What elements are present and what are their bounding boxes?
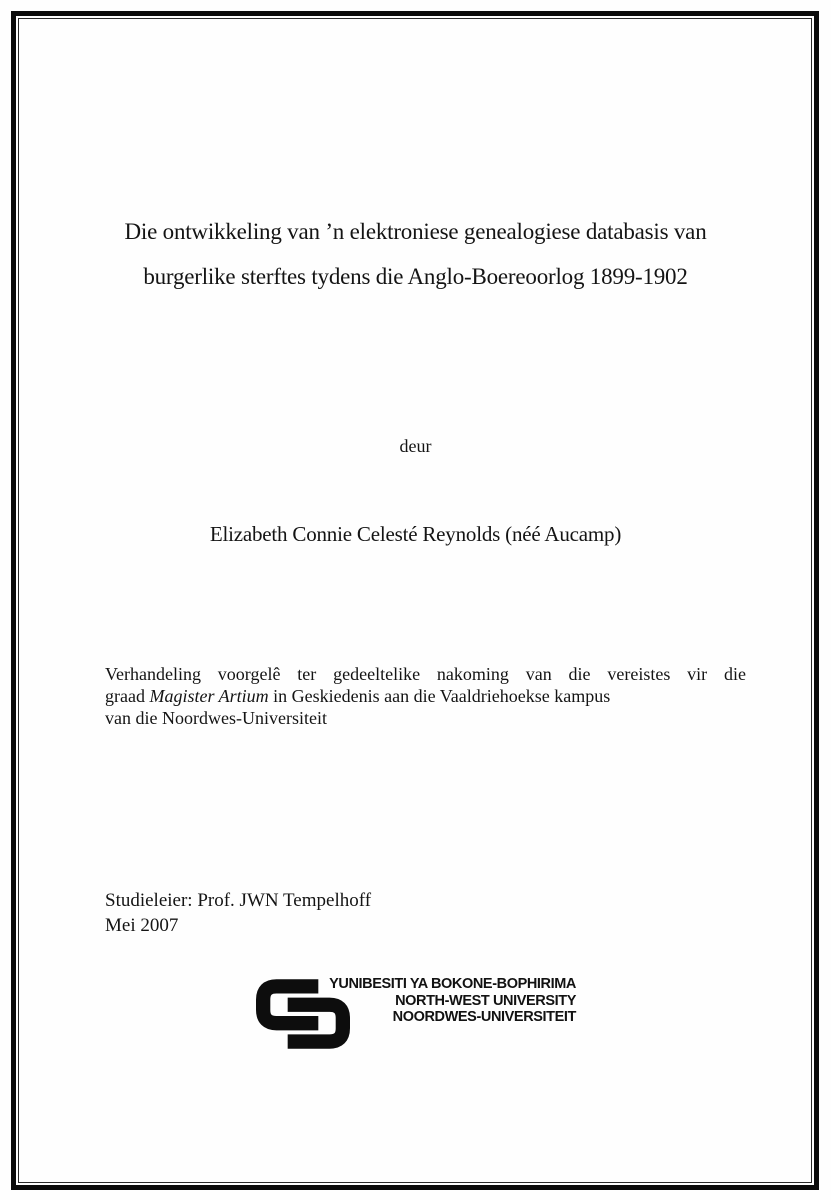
thesis-title [60, 209, 771, 299]
logo-text-afrikaans: NOORDWES-UNIVERSITEIT [392, 1009, 576, 1025]
thesis-title-line2: burgerlike sterftes tydens die Anglo-Boereoorlog 1899-1902 [143, 264, 688, 289]
supervisor-line: Studieleier: Prof. JWN Tempelhoff [105, 890, 372, 911]
thesis-title-line1: Die ontwikkeling van ’n elektroniese genealogiese databasis van [124, 219, 707, 244]
author-name: Elizabeth Connie Celesté Reynolds (néé Aucamp) [209, 522, 622, 546]
date-line: Mei 2007 [105, 915, 179, 936]
degree-statement [105, 663, 746, 729]
university-logo [256, 975, 586, 1055]
degree-statement-line3: van die Noordwes-Universiteit [105, 708, 327, 728]
logo-text-english: NORTH-WEST UNIVERSITY [395, 992, 576, 1009]
university-logo-text [322, 976, 576, 1026]
degree-statement-line2-pre: graad [105, 686, 150, 706]
degree-name-italic: Magister Artium [149, 686, 269, 706]
byline-deur: deur [399, 436, 432, 456]
degree-statement-line2-post: in Geskiedenis aan die Vaaldriehoekse kampus [268, 686, 611, 706]
logo-text-setswana: YUNIBESITI YA BOKONE-BOPHIRIMA [329, 976, 576, 992]
supervisor-block [105, 888, 371, 938]
degree-statement-line2 [105, 685, 746, 707]
degree-statement-line1: Verhandeling voorgelê ter gedeeltelike nakoming van die vereistes vir die [105, 664, 746, 684]
